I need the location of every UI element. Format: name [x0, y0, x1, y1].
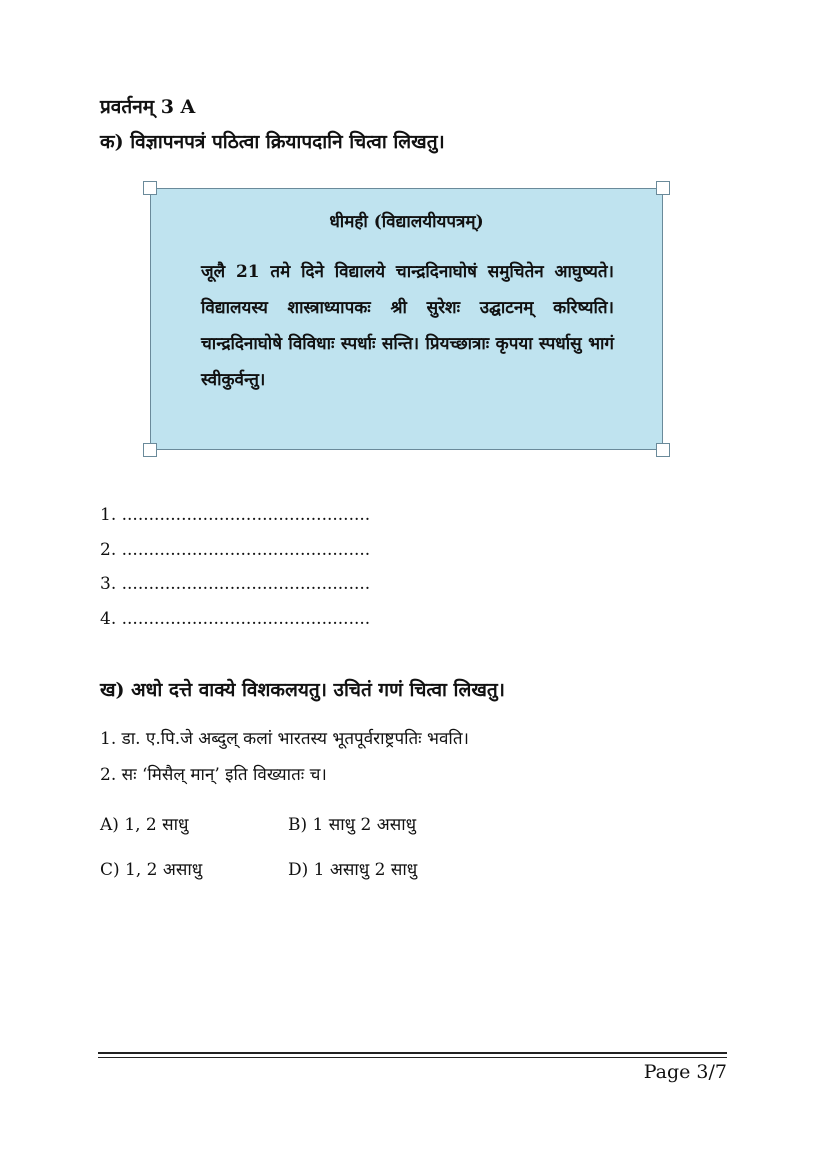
- answer-blank-3[interactable]: 3. ..............................................: [100, 574, 371, 594]
- page-number: Page 3/7: [643, 1061, 727, 1083]
- option-b[interactable]: B) 1 साधु 2 असाधु: [288, 815, 417, 835]
- footer-rule: [98, 1057, 727, 1058]
- answer-blank-1[interactable]: 1. ..............................................: [100, 505, 371, 525]
- question-number: प्रवर्तनम् 3 A: [100, 96, 196, 118]
- answer-blank-4[interactable]: 4. ..............................................: [100, 609, 371, 629]
- notice-box: [150, 188, 663, 450]
- corner-ornament: [656, 181, 670, 195]
- statement-2: 2. सः ‘मिसैल् मान्’ इति विख्यातः च।: [100, 765, 327, 785]
- answer-blank-2[interactable]: 2. ..............................................: [100, 540, 371, 560]
- option-c[interactable]: C) 1, 2 असाधु: [100, 860, 203, 880]
- corner-ornament: [656, 443, 670, 457]
- part-ka-instruction: क) विज्ञापनपत्रं पठित्वा क्रियापदानि चित्वा लिखतु।: [100, 131, 445, 153]
- notice-title: धीमही (विद्यालयीयपत्रम्): [329, 212, 484, 232]
- notice-body: जूलै 21 तमे दिने विद्यालये चान्द्रदिनाघोषं समुचितेन आघुष्यते। विद्यालयस्य शास्त्राध्यापकः श्री सुरेशः उद्घाटनम् करिष्यति। चान्द्रदिनाघोषे विविधाः स्पर्धाः सन्ति। प्रियच्छात्राः कृपया स्पर्धासु भागं स्वीकुर्वन्तु।: [201, 262, 614, 390]
- statement-1: 1. डा. ए.पि.जे अब्दुल् कलां भारतस्य भूतपूर्वराष्ट्रपतिः भवति।: [100, 729, 469, 749]
- footer-rule: [98, 1052, 727, 1054]
- corner-ornament: [143, 181, 157, 195]
- option-d[interactable]: D) 1 असाधु 2 साधु: [288, 860, 418, 880]
- corner-ornament: [143, 443, 157, 457]
- option-a[interactable]: A) 1, 2 साधु: [100, 815, 189, 835]
- part-kha-instruction: ख) अधो दत्ते वाक्ये विशकलयतु। उचितं गणं चित्वा लिखतु।: [100, 679, 505, 701]
